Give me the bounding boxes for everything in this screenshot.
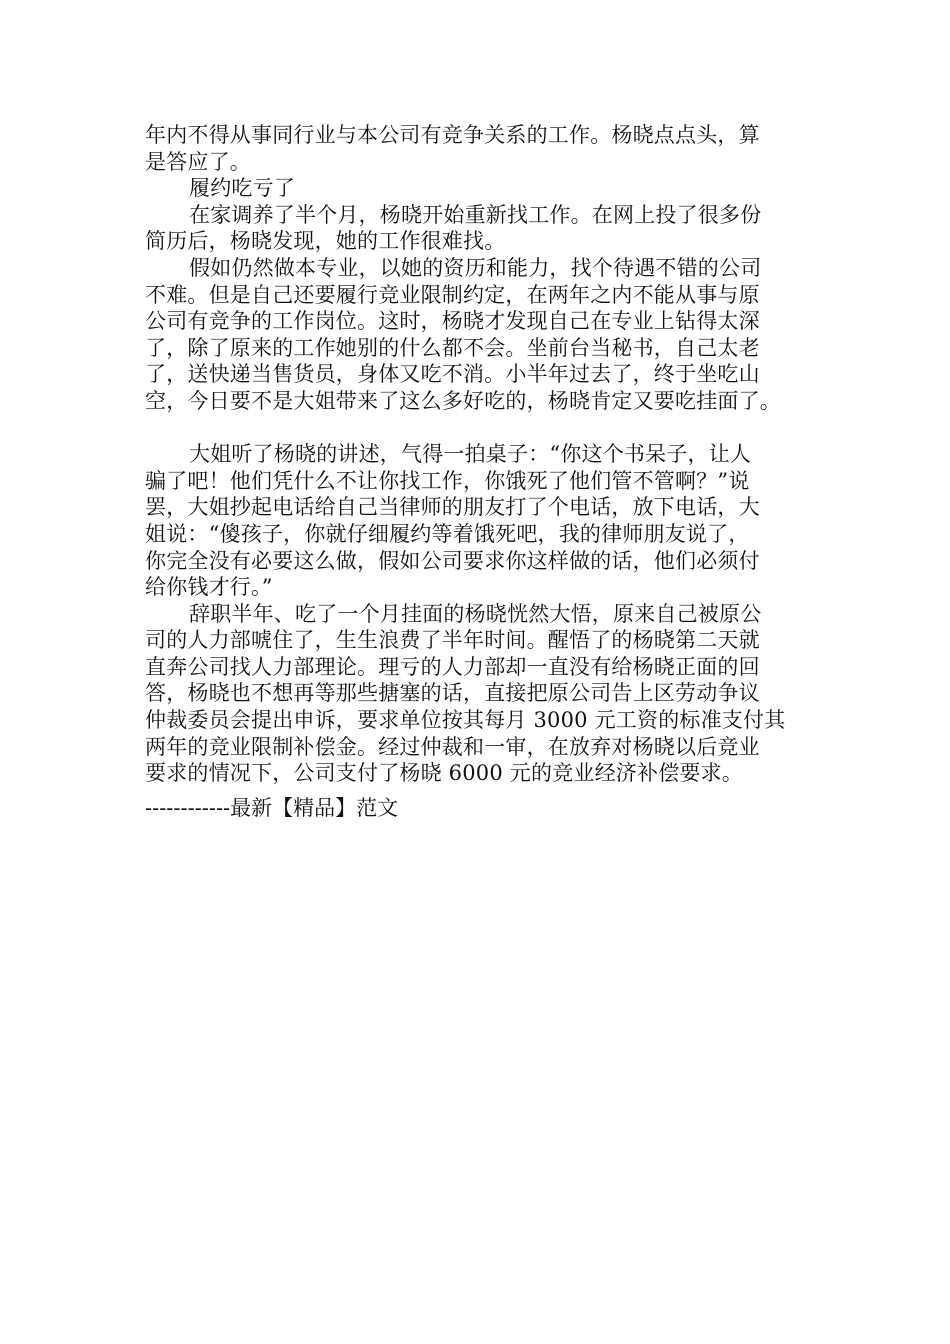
text-line: 了，送快递当售货员，身体又吃不消。小半年过去了，终于坐吃山	[145, 362, 760, 387]
text-line: 两年的竞业限制补偿金。经过仲裁和一审，在放弃对杨晓以后竞业	[145, 734, 760, 759]
text-line: 假如仍然做本专业，以她的资历和能力，找个待遇不错的公司	[189, 255, 762, 280]
text-line: 直奔公司找人力部理论。理亏的人力部却一直没有给杨晓正面的回	[145, 654, 760, 679]
text-line: 不难。但是自己还要履行竞业限制约定，在两年之内不能从事与原	[145, 282, 760, 307]
text-line: 在家调养了半个月，杨晓开始重新找工作。在网上投了很多份	[189, 202, 762, 227]
blank-line	[145, 415, 807, 442]
text-line: 给你钱才行。”	[145, 575, 273, 600]
document-footer: ------------最新【精品】范文	[145, 796, 399, 820]
text-line: 你完全没有必要这么做，假如公司要求你这样做的话，他们必须付	[145, 548, 760, 573]
text-line: 罢，大姐抄起电话给自己当律师的朋友打了个电话，放下电话，大	[145, 495, 760, 520]
text-line: 辞职半年、吃了一个月挂面的杨晓恍然大悟，原来自己被原公	[189, 601, 762, 626]
text-line: 答，杨晓也不想再等那些搪塞的话，直接把原公司告上区劳动争议	[145, 681, 760, 706]
text-line: 是答应了。	[145, 149, 251, 174]
text-line: 要求的情况下，公司支付了杨晓 6000 元的竞业经济补偿要求。	[145, 761, 743, 786]
text-line: 骗了吧！他们凭什么不让你找工作，你饿死了他们管不管啊？”说	[145, 468, 750, 493]
text-line: 姐说：“傻孩子，你就仔细履约等着饿死吧，我的律师朋友说了，	[145, 521, 750, 546]
text-line: 了，除了原来的工作她别的什么都不会。坐前台当秘书，自己太老	[145, 335, 760, 360]
text-line: 履约吃亏了	[189, 176, 295, 201]
text-line: 大姐听了杨晓的讲述，气得一拍桌子：“你这个书呆子，让人	[189, 442, 752, 467]
text-line: 空，今日要不是大姐带来了这么多好吃的，杨晓肯定又要吃挂面了。	[145, 388, 781, 413]
text-line: 简历后，杨晓发现，她的工作很难找。	[145, 229, 506, 254]
text-line: 仲裁委员会提出申诉，要求单位按其每月 3000 元工资的标准支付其	[145, 708, 786, 733]
document-body	[145, 122, 807, 787]
text-line: 司的人力部唬住了，生生浪费了半年时间。醒悟了的杨晓第二天就	[145, 628, 760, 653]
text-line: 公司有竞争的工作岗位。这时，杨晓才发现自己在专业上钻得太深	[145, 309, 760, 334]
text-line: 年内不得从事同行业与本公司有竞争关系的工作。杨晓点点头，算	[145, 123, 760, 147]
